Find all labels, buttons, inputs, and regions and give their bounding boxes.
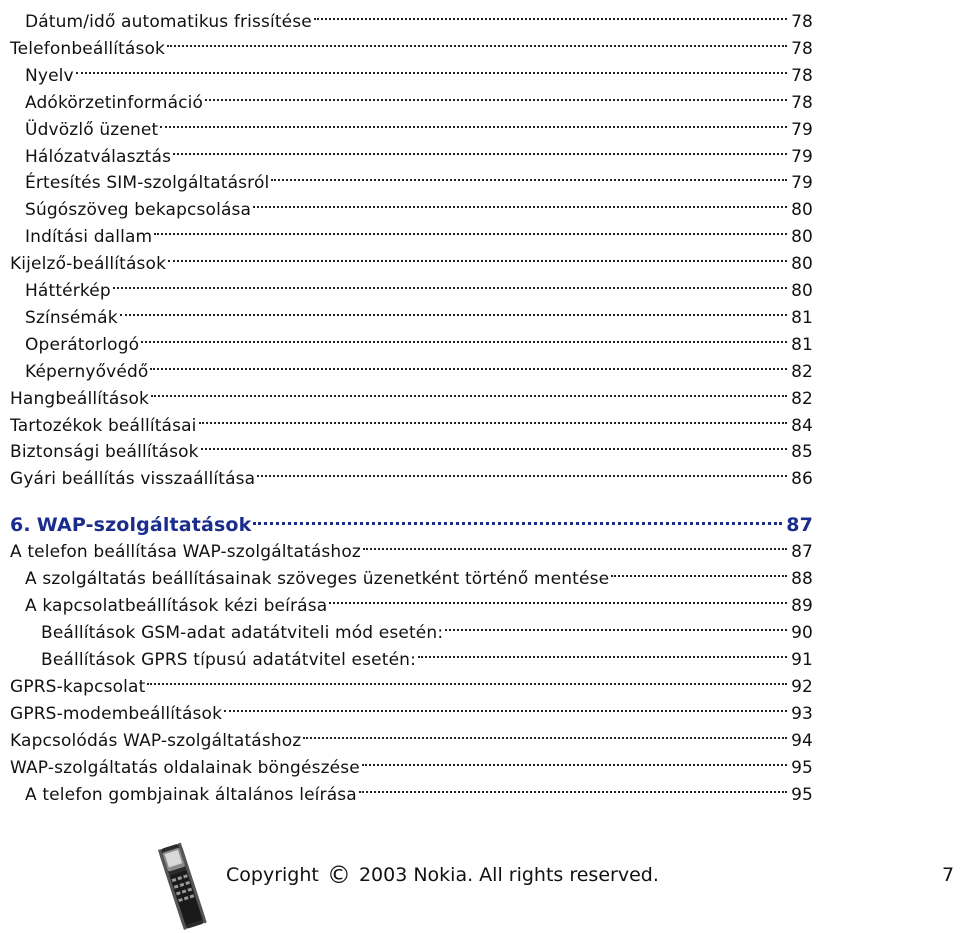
toc-entry-label: Beállítások GSM-adat adatátviteli mód esetén: <box>41 623 444 643</box>
dot-leader <box>303 720 787 746</box>
toc-entry-page: 87 <box>791 542 813 562</box>
toc-entry-page: 79 <box>791 146 813 167</box>
dot-leader <box>167 28 787 54</box>
toc-entry-label: WAP-szolgáltatás oldalainak böngészése <box>10 758 360 778</box>
toc-entry[interactable] <box>25 189 813 221</box>
toc-entry-label: Kijelző-beállítások <box>10 254 167 275</box>
dot-leader <box>168 243 787 269</box>
toc-entry[interactable] <box>25 324 813 355</box>
copyright-text: 2003 Nokia. All rights reserved. <box>358 864 659 886</box>
toc-entry-label: Tartozékok beállításai <box>10 415 197 436</box>
toc-entry-label: GPRS-kapcsolat <box>10 677 146 697</box>
dot-leader <box>611 558 787 584</box>
dot-leader <box>363 531 787 557</box>
toc-entry[interactable] <box>25 1 813 32</box>
toc-entry[interactable] <box>41 639 813 670</box>
dot-leader <box>359 774 787 800</box>
dot-leader <box>224 693 787 719</box>
dot-leader <box>120 297 787 323</box>
toc-entry[interactable] <box>41 612 813 643</box>
dot-leader <box>253 505 782 531</box>
toc-entry-page: 85 <box>791 442 813 463</box>
dot-leader <box>362 747 787 773</box>
toc-entry-page: 84 <box>791 415 813 436</box>
toc-entry[interactable] <box>10 28 813 59</box>
toc-entry[interactable] <box>10 666 813 697</box>
toc-entry-label: A kapcsolatbeállítások kézi beírása <box>25 596 328 616</box>
toc-entry[interactable] <box>25 774 813 805</box>
toc-entry[interactable] <box>25 136 813 167</box>
toc-entry[interactable] <box>25 216 813 248</box>
toc-entry-label: Hangbeállítások <box>10 388 150 409</box>
dot-leader <box>199 405 788 431</box>
copyright-prefix: Copyright <box>226 864 319 886</box>
toc-entry-label: GPRS-modembeállítások <box>10 704 223 724</box>
toc-entry[interactable] <box>10 405 813 436</box>
toc-entry-page: 80 <box>791 254 813 275</box>
toc-entry-label: Színsémák <box>25 307 118 328</box>
toc-entry-label: Gyári beállítás visszaállítása <box>10 469 256 490</box>
dot-leader <box>76 55 787 81</box>
copyright-notice <box>226 861 659 889</box>
toc-entry-label: Értesítés SIM-szolgáltatásról <box>25 173 270 194</box>
toc-entry-label: Kapcsolódás WAP-szolgáltatáshoz <box>10 731 302 751</box>
toc-entry-page: 78 <box>791 12 813 32</box>
toc-entry-label: A telefon beállítása WAP-szolgáltatáshoz <box>10 542 361 562</box>
toc-entry-page: 95 <box>791 758 813 778</box>
chapter-title: WAP-szolgáltatások <box>36 514 252 536</box>
toc-entry-label: Hálózatválasztás <box>25 146 172 167</box>
dot-leader <box>418 639 787 665</box>
toc-entry-label: Súgószöveg bekapcsolása <box>25 200 252 221</box>
toc-entry-page: 79 <box>791 119 813 140</box>
dot-leader <box>154 216 787 242</box>
toc-entry-page: 78 <box>791 92 813 113</box>
toc-entry[interactable] <box>25 162 813 194</box>
dot-leader <box>150 351 787 377</box>
toc-entry-label: A szolgáltatás beállításainak szöveges üzenetként történő mentése <box>25 569 610 589</box>
toc-entry-label: Operátorlogó <box>25 334 140 355</box>
toc-entry[interactable] <box>25 585 813 616</box>
copyright-icon: © <box>326 861 351 889</box>
toc-entry-label: Beállítások GPRS típusú adatátvitel esetén: <box>41 650 416 670</box>
toc-entry-page: 92 <box>791 677 813 697</box>
dot-leader <box>173 136 787 162</box>
toc-entry[interactable] <box>10 747 813 778</box>
toc-entry[interactable] <box>25 55 813 86</box>
toc-entry-page: 80 <box>791 281 813 301</box>
toc-entry-page: 78 <box>791 38 813 59</box>
toc-entry[interactable] <box>10 431 813 463</box>
toc-entry[interactable] <box>25 558 813 589</box>
chapter-number: 6. <box>10 514 31 536</box>
dot-leader <box>257 458 787 484</box>
toc-entry-page: 89 <box>791 596 813 616</box>
toc-entry-label: Dátum/idő automatikus frissítése <box>25 12 312 32</box>
toc-entry-label: Nyelv <box>25 65 74 86</box>
dot-leader <box>160 109 787 135</box>
chapter-page: 87 <box>786 514 813 536</box>
toc-entry-label: Telefonbeállítások <box>10 38 166 59</box>
toc-entry[interactable] <box>25 270 813 301</box>
toc-entry-page: 81 <box>791 334 813 355</box>
page-number: 7 <box>942 864 955 886</box>
toc-entry-page: 80 <box>791 200 813 221</box>
dot-leader <box>205 82 787 108</box>
toc-entry-page: 82 <box>791 361 813 382</box>
toc-entry-label: Biztonsági beállítások <box>10 442 199 463</box>
dot-leader <box>271 162 787 188</box>
toc-entry-page: 95 <box>791 785 813 805</box>
toc-entry-page: 94 <box>791 731 813 751</box>
toc-entry[interactable] <box>10 243 813 275</box>
dot-leader <box>445 612 787 638</box>
toc-entry-page: 81 <box>791 307 813 328</box>
toc-entry-page: 91 <box>791 650 813 670</box>
dot-leader <box>147 666 787 692</box>
toc-entry-label: Képernyővédő <box>25 361 149 382</box>
toc-entry-page: 86 <box>791 469 813 490</box>
dot-leader <box>151 378 787 404</box>
dot-leader <box>329 585 787 611</box>
toc-entry[interactable] <box>10 720 813 751</box>
toc-entry-label: Üdvözlő üzenet <box>25 119 159 140</box>
toc-entry[interactable] <box>10 378 813 409</box>
toc-entry[interactable] <box>10 458 813 490</box>
dot-leader <box>314 1 787 27</box>
toc-entry-label: Adókörzetinformáció <box>25 92 204 113</box>
toc-entry-label: Háttérkép <box>25 281 111 301</box>
toc-entry-label: A telefon gombjainak általános leírása <box>25 785 357 805</box>
dot-leader <box>113 270 787 296</box>
toc-entry[interactable] <box>25 109 813 140</box>
toc-entry[interactable] <box>25 351 813 382</box>
toc-entry[interactable] <box>10 531 813 562</box>
dot-leader <box>201 431 787 457</box>
toc-entry[interactable] <box>25 297 813 328</box>
chapter-heading[interactable] <box>10 505 813 536</box>
toc-entry-page: 90 <box>791 623 813 643</box>
dot-leader <box>253 189 787 215</box>
page-footer <box>0 838 960 928</box>
toc-entry-label: Indítási dallam <box>25 227 153 248</box>
toc-entry[interactable] <box>25 82 813 113</box>
dot-leader <box>141 324 787 350</box>
phone-image <box>148 840 218 930</box>
toc-entry-page: 79 <box>791 173 813 194</box>
toc-entry-page: 80 <box>791 227 813 248</box>
toc-entry-page: 88 <box>791 569 813 589</box>
toc-entry-page: 93 <box>791 704 813 724</box>
toc-entry-page: 78 <box>791 65 813 86</box>
toc-entry-page: 82 <box>791 388 813 409</box>
toc-entry[interactable] <box>10 693 813 724</box>
